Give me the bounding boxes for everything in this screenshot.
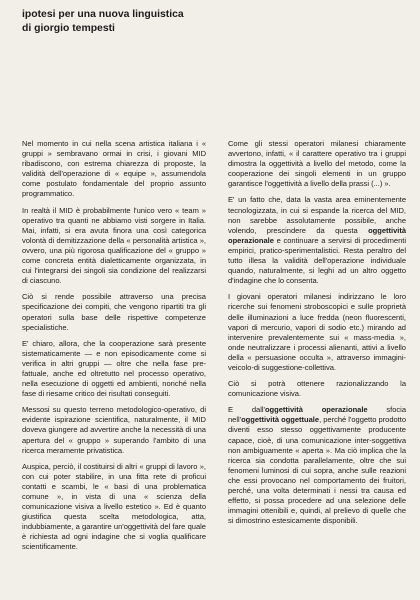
bold-term: oggettività oggettuale: [241, 415, 320, 425]
text-run: E dall': [228, 405, 265, 415]
text-run: E' un fatto che, data la vasta area eminentemente tecnologizzata, in cui si espande la ricerca del MID, non sarebbe assolutamente possibile, anche volendo, prescindere da questa: [228, 195, 406, 235]
paragraph: E' chiaro, allora, che la cooperazione sarà presente sistematicamente — e non episodicamente come si verifica in altri gruppi — oltre che nella fase pre-fattuale, anche ed oltretutto nel processo operativo, nella esecuzione di oggetti ed ambienti, nonché nella fase di riesame critico dei risultati conseguiti.: [22, 338, 206, 399]
right-column: [228, 139, 406, 532]
paragraph: [228, 405, 406, 526]
bold-term: oggettività operazionale: [264, 405, 368, 415]
paragraph: Auspica, perciò, il costituirsi di altri « gruppi di lavoro », con cui poter stabilire, in una fitta rete di proficui contatti e scambi, le « basi di una problematica comune », in vista di una « scienza della comunicazione visiva a livello estetico ». Ed è quanto giustifica questa scelta metodologica, atta, indubbiamente, a garantire un'oggettività del fare quale è richiesta ad ogni indagine che si voglia qualificare scientificamente.: [22, 461, 206, 552]
paragraph: Ciò si potrà ottenere razionalizzando la comunicazione visiva.: [228, 379, 406, 399]
paragraph: I giovani operatori milanesi indirizzano le loro ricerche sui fenomeni stroboscopici e sulle proprietà delle illuminazioni a luce fredda (neon fluorescenti, vapori di mercurio, vapori di sodio etc.) mirando ad intervenire prevalentemente sui « mass-media », onde neutralizzare i processi alienanti, attivi a livello della « persuasione occulta », attraverso immagini-veicolo-di suggestione-collettiva.: [228, 292, 406, 372]
paragraph: Ciò si rende possibile attraverso una precisa specificazione dei compiti, che vengono ripartiti tra gli operatori sulla base delle rispettive competenze specialistiche.: [22, 292, 206, 332]
left-column: [22, 139, 206, 559]
paragraph: Come gli stessi operatori milanesi chiaramente avvertono, infatti, « il carattere operativo tra i gruppi dimostra la oggettività a livello del metodo, come la cooperazione dei singoli elementi in un gruppo garantisce l'oggettività a livello della prassi (...) ».: [228, 139, 406, 189]
bold-term: oggettività operazionale: [228, 225, 406, 245]
text-run: sfocia nell': [228, 405, 407, 425]
text-run: , perché l'oggetto prodotto diventi esso stesso oggettivamente producente capace, cioè, di una comunicazione inter-soggettiva non ambiguamente « aperta ». Ma ciò implica che la ricerca sia condotta parallelamente, oltre che sui fenomeni luminosi di cui sopra, anche sulle reazioni che essi provocano nel comportamento dei fruitori, perché, una volta determinati i nessi tra causa ed effetto, si possa procedere ad una selezione delle immagini ottenibili e, quindi, al prelievo di quelle che si dimostrino estesicamente disponibili.: [228, 415, 407, 526]
text-run: e continuare a servirsi di procedimenti empirici, pratico-sperimentalistici. Resta peraltro del tutto illesa la validità dell'operazione individuale quando, naturalmente, si leghi ad un altro oggetto d'indagine che lo consenta.: [228, 235, 406, 286]
paragraph: [228, 195, 406, 286]
article-title: [22, 8, 184, 35]
title-line-1: ipotesi per una nuova linguistica: [22, 9, 184, 20]
paragraph: Messosi su questo terreno metodologico-operativo, di evidente ispirazione scientifica, naturalmente, il MID doveva giungere ad avvertire anche la necessità di una apertura del « gruppo » superando l'ambito di una ricerca meramente privatistica.: [22, 405, 206, 455]
paragraph: In realtà il MID è probabilmente l'unico vero « team » operativo tra quanti ne abbiamo visti sorgere in Italia. Mai, infatti, si era avuta finora una così categorica volontà di demitizzazione della « personalità artistica », ovvero, una più rigorosa qualificazione del « gruppo » come concreta entità dialetticamente organizzata, in cui l'integrarsi dei singoli sia condizione del realizzarsi di ciascuno.: [22, 205, 206, 286]
paragraph: Nel momento in cui nella scena artistica italiana i « gruppi » sembravano ormai in crisi, i giovani MID ribadiscono, con estrema chiarezza di proposte, la validità dell'operazione di « equipe », assumendola come postulato fondamentale del proprio assunto programmatico.: [22, 139, 206, 199]
author-line: di giorgio tempesti: [22, 22, 115, 34]
